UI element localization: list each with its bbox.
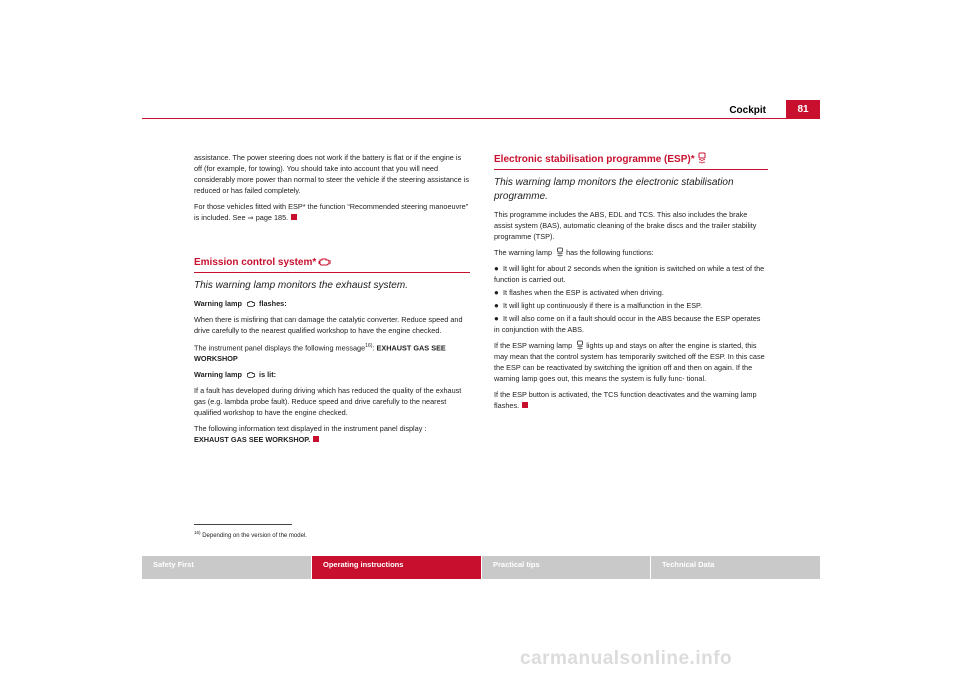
flashes-label-a: Warning lamp	[194, 299, 242, 308]
emission-heading	[194, 256, 470, 269]
section-title: Cockpit	[729, 105, 766, 116]
engine-warning-icon	[246, 300, 257, 308]
page-number: 81	[786, 100, 820, 119]
page-header	[142, 100, 820, 119]
list-item-text: It will light for about 2 seconds when the ignition is switched on while a test of the function is carried out.	[494, 264, 765, 284]
list-item-text: It will also come on if a fault should occur in the ABS because the ESP operates in conjunction with the ABS.	[494, 314, 761, 334]
esp-subheading: This warning lamp monitors the electronic stabilisation programme.	[494, 177, 734, 202]
message-paragraph	[194, 341, 470, 364]
header-rule	[142, 118, 820, 119]
bullet-icon: ●	[494, 264, 499, 273]
list-item-text: It flashes when the ESP is activated when driving.	[503, 288, 664, 297]
list-item-text: It will light up continuously if there is a malfunction in the ESP.	[503, 301, 703, 310]
footnote	[194, 530, 307, 539]
flashes-text: When there is misfiring that can damage the catalytic converter. Reduce speed and drive carefully to the nearest qualified workshop to have the engine checked.	[194, 315, 463, 335]
bullet-icon: ●	[494, 288, 499, 297]
page-ref-arrow-icon: ⇒	[247, 213, 254, 222]
esp-functions-intro	[494, 247, 768, 258]
intro-paragraph: assistance. The power steering does not work if the battery is flat or if the engine is off (for example, for towing). You should take into account that you will need considerably more power than normal to steer the vehicle if the steering assistance is reduced or has failed completely.	[194, 153, 469, 195]
reference-text: For those vehicles fitted with ESP* the function “Recommended steering manoeuvre” is included. See	[194, 202, 469, 222]
esp-heading-text: Electronic stabilisation programme (ESP)*	[494, 154, 695, 165]
info-text: The following information text displayed in the instrument panel display :	[194, 424, 427, 434]
message-text: The instrument panel displays the following message	[194, 343, 366, 353]
emission-heading-text: Emission control system*	[194, 257, 317, 268]
watermark: carmanualsonline.info	[520, 648, 733, 669]
section-end-icon	[522, 402, 528, 408]
esp-button-text: If the ESP button is activated, the TCS function deactivates and the warning lamp flashes.	[494, 390, 757, 410]
right-column	[494, 152, 768, 416]
lit-label-a: Warning lamp	[194, 370, 242, 380]
list-item	[494, 287, 768, 298]
page-reference-link[interactable]: page 185.	[253, 213, 289, 222]
esp-reference-paragraph	[194, 201, 470, 223]
footer-nav	[142, 556, 820, 579]
esp-car-skid-icon	[576, 340, 584, 350]
footnote-mark: 16)	[194, 530, 201, 535]
section-end-icon	[291, 214, 297, 220]
tab-practical-tips[interactable]: Practical tips	[482, 556, 650, 579]
engine-warning-icon	[318, 257, 332, 267]
bullet-icon: ●	[494, 301, 499, 310]
emission-heading-rule	[194, 272, 470, 273]
esp-lamp-on-paragraph	[494, 340, 768, 384]
esp-heading-rule	[494, 169, 768, 170]
flashes-label-b: flashes:	[259, 299, 287, 308]
left-column	[194, 152, 470, 450]
list-item	[494, 300, 768, 311]
section-end-icon	[313, 436, 319, 442]
lamp-on-a: If the ESP warning lamp	[494, 341, 573, 350]
emission-subheading: This warning lamp monitors the exhaust system.	[194, 280, 408, 291]
list-item	[494, 313, 768, 335]
esp-car-skid-icon	[556, 247, 564, 257]
message-caps: EXHAUST GAS SEE WORKSHOP	[194, 343, 446, 364]
flashes-label	[194, 298, 470, 309]
esp-car-skid-icon	[697, 152, 707, 164]
esp-includes-paragraph: This programme includes the ABS, EDL and TCS. This also includes the brake assist system (BAS), automatic cleaning of the brake discs and the trailer stability programme (TSP).	[494, 210, 757, 241]
functions-intro-b: has the following functions:	[566, 248, 654, 257]
engine-warning-icon	[246, 371, 257, 379]
message-colon: :	[372, 343, 377, 353]
info-caps: EXHAUST GAS SEE WORKSHOP.	[194, 435, 311, 445]
info-paragraph	[194, 423, 470, 445]
esp-button-paragraph	[494, 389, 768, 411]
tab-safety-first[interactable]: Safety First	[142, 556, 311, 579]
functions-intro-a: The warning lamp	[494, 248, 552, 257]
footnote-ref: 16)	[365, 343, 373, 349]
lit-label-b: is lit:	[259, 370, 277, 380]
tab-technical-data[interactable]: Technical Data	[651, 556, 820, 579]
esp-heading	[494, 152, 768, 166]
lit-text: If a fault has developed during driving which has reduced the quality of the exhaust gas (e.g. lambda probe fault). Reduce speed and drive carefully to the nearest qualified workshop to have the engine checked.	[194, 386, 462, 418]
lit-label	[194, 369, 470, 380]
bullet-icon: ●	[494, 314, 499, 323]
footnote-text: Depending on the version of the model.	[202, 533, 307, 539]
tab-operating-instructions[interactable]: Operating instructions	[312, 556, 481, 579]
lamp-on-b: lights up and stays on after the engine is started, this may mean that the control system has temporarily switched off the ESP. In this case the ESP can be reactivated by switching the ignition off and then on again. If the warning lamp goes out, this means the system is fully func- tional.	[494, 341, 765, 383]
list-item	[494, 263, 768, 285]
footnote-rule	[194, 524, 292, 525]
